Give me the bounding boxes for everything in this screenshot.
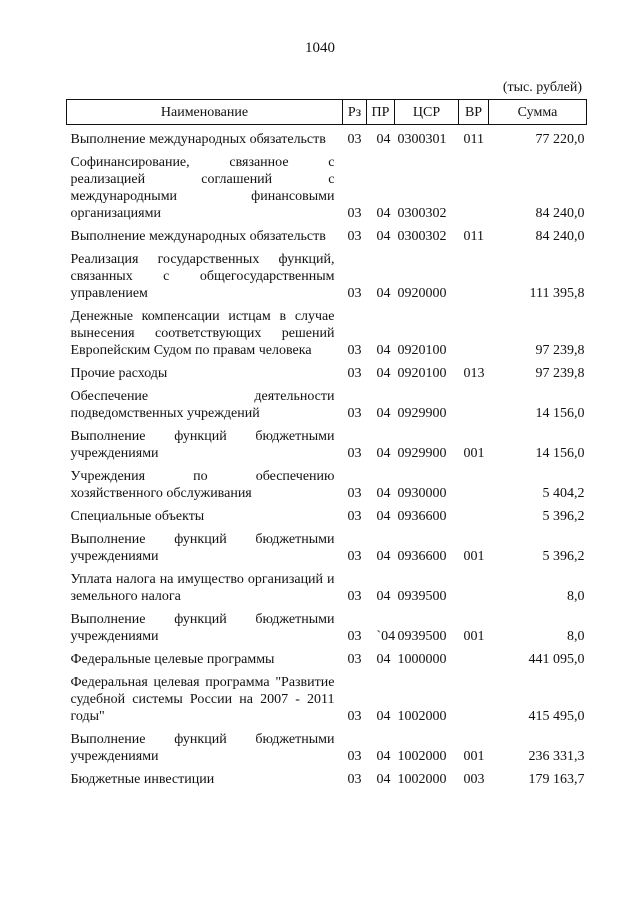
cell-rz: 03 <box>347 589 362 604</box>
cell-rz: 03 <box>347 446 362 461</box>
cell-csr: 0929900 <box>397 446 447 461</box>
cell-vr <box>459 462 489 502</box>
cell-rz: 03 <box>347 132 362 147</box>
cell-name: Выполнение функций бюджетными учреждениями <box>70 612 335 644</box>
cell-sum: 5 396,2 <box>542 509 585 524</box>
header-csr: ЦСР <box>395 100 459 125</box>
cell-vr <box>459 502 489 525</box>
cell-csr: 0939500 <box>397 589 447 604</box>
cell-csr: 1002000 <box>397 772 447 787</box>
cell-csr: 0936600 <box>397 509 447 524</box>
table-row <box>67 765 587 788</box>
cell-vr <box>459 245 489 302</box>
header-pr: ПР <box>367 100 395 125</box>
cell-csr: 1002000 <box>397 709 447 724</box>
cell-sum: 97 239,8 <box>535 343 585 358</box>
table-row <box>67 125 587 149</box>
header-vr: ВР <box>459 100 489 125</box>
cell-name: Выполнение международных обязательств <box>70 132 326 147</box>
cell-name: Выполнение функций бюджетными учреждениями <box>70 532 335 564</box>
cell-sum: 415 495,0 <box>528 709 585 724</box>
cell-pr: 04 <box>376 549 391 564</box>
cell-sum: 97 239,8 <box>535 366 585 381</box>
cell-vr: 013 <box>463 366 485 381</box>
cell-rz: 03 <box>347 406 362 421</box>
cell-name: Бюджетные инвестиции <box>70 772 215 787</box>
cell-sum: 77 220,0 <box>535 132 585 147</box>
cell-pr: 04 <box>376 652 391 667</box>
cell-sum: 111 395,8 <box>529 286 585 301</box>
cell-rz: 03 <box>347 749 362 764</box>
cell-rz: 03 <box>347 366 362 381</box>
cell-csr: 0936600 <box>397 549 447 564</box>
table-row <box>67 222 587 245</box>
cell-pr: 04 <box>376 343 391 358</box>
table-row <box>67 148 587 222</box>
table-row <box>67 605 587 645</box>
cell-pr: 04 <box>376 589 391 604</box>
cell-sum: 5 404,2 <box>542 486 585 501</box>
cell-pr: 04 <box>376 366 391 381</box>
cell-csr: 0300301 <box>397 132 447 147</box>
cell-rz: 03 <box>347 652 362 667</box>
cell-vr <box>459 148 489 222</box>
cell-pr: 04 <box>376 406 391 421</box>
cell-vr: 001 <box>463 749 485 764</box>
cell-sum: 8,0 <box>567 589 585 604</box>
cell-pr: 04 <box>376 286 391 301</box>
table-row <box>67 725 587 765</box>
table-body <box>67 125 587 789</box>
cell-name: Специальные объекты <box>70 509 205 524</box>
table-row <box>67 302 587 359</box>
cell-rz: 03 <box>347 229 362 244</box>
header-sum: Сумма <box>489 100 587 125</box>
cell-pr: 04 <box>376 709 391 724</box>
table-header <box>67 100 587 125</box>
cell-vr <box>459 668 489 725</box>
cell-sum: 14 156,0 <box>535 446 585 461</box>
cell-csr: 0920100 <box>397 343 447 358</box>
cell-sum: 5 396,2 <box>542 549 585 564</box>
table-row <box>67 502 587 525</box>
cell-pr: 04 <box>376 446 391 461</box>
cell-rz: 03 <box>347 509 362 524</box>
cell-pr: 04 <box>376 486 391 501</box>
cell-csr: 0300302 <box>397 206 447 221</box>
table-row <box>67 422 587 462</box>
cell-csr: 0939500 <box>397 629 447 644</box>
cell-vr <box>459 382 489 422</box>
cell-name: Федеральные целевые программы <box>70 652 275 667</box>
cell-rz: 03 <box>347 772 362 787</box>
cell-csr: 0930000 <box>397 486 447 501</box>
cell-name: Учреждения по обеспечению хозяйственного обслуживания <box>70 469 335 501</box>
cell-csr: 0920000 <box>397 286 447 301</box>
cell-pr: 04 <box>376 772 391 787</box>
cell-name: Софинансирование, связанное с реализацией соглашений с международными финансовыми организациями <box>70 155 335 221</box>
cell-name: Выполнение международных обязательств <box>70 229 326 244</box>
cell-name: Реализация государственных функций, связанных с общегосударственным управлением <box>70 252 335 301</box>
cell-vr: 001 <box>463 629 485 644</box>
cell-vr <box>459 302 489 359</box>
cell-sum: 8,0 <box>567 629 585 644</box>
cell-vr <box>459 565 489 605</box>
cell-name: Выполнение функций бюджетными учреждениями <box>70 732 335 764</box>
cell-name: Денежные компенсации истцам в случае вынесения соответствующих решений Европейским Судом по правам человека <box>70 309 335 358</box>
cell-pr: 04 <box>376 206 391 221</box>
cell-name: Федеральная целевая программа "Развитие судебной системы России на 2007 - 2011 годы" <box>70 675 335 724</box>
cell-name: Уплата налога на имущество организаций и земельного налога <box>70 572 335 604</box>
cell-sum: 84 240,0 <box>535 229 585 244</box>
cell-pr: 04 <box>376 509 391 524</box>
header-row <box>67 100 587 125</box>
cell-rz: 03 <box>347 629 362 644</box>
cell-rz: 03 <box>347 343 362 358</box>
table-row <box>67 462 587 502</box>
cell-vr <box>459 645 489 668</box>
cell-csr: 1000000 <box>397 652 447 667</box>
cell-rz: 03 <box>347 486 362 501</box>
cell-vr: 003 <box>463 772 485 787</box>
cell-pr: `04 <box>376 629 396 644</box>
header-name: Наименование <box>67 100 343 125</box>
cell-pr: 04 <box>376 132 391 147</box>
cell-pr: 04 <box>376 229 391 244</box>
cell-name: Обеспечение деятельности подведомственных учреждений <box>70 389 335 421</box>
cell-sum: 441 095,0 <box>528 652 585 667</box>
cell-sum: 14 156,0 <box>535 406 585 421</box>
cell-csr: 0929900 <box>397 406 447 421</box>
table-row <box>67 245 587 302</box>
table-row <box>67 645 587 668</box>
cell-csr: 1002000 <box>397 749 447 764</box>
cell-vr: 001 <box>463 446 485 461</box>
cell-rz: 03 <box>347 286 362 301</box>
cell-sum: 236 331,3 <box>528 749 585 764</box>
table-row <box>67 359 587 382</box>
table-row <box>67 382 587 422</box>
cell-vr: 011 <box>463 132 484 147</box>
cell-rz: 03 <box>347 709 362 724</box>
cell-vr: 001 <box>463 549 485 564</box>
cell-rz: 03 <box>347 549 362 564</box>
cell-vr: 011 <box>463 229 484 244</box>
cell-csr: 0920100 <box>397 366 447 381</box>
cell-pr: 04 <box>376 749 391 764</box>
page-number: 1040 <box>305 40 335 56</box>
cell-sum: 179 163,7 <box>528 772 585 787</box>
cell-name: Выполнение функций бюджетными учреждениями <box>70 429 335 461</box>
units-label: (тыс. рублей) <box>502 80 582 95</box>
table-row <box>67 565 587 605</box>
header-rz: Рз <box>343 100 367 125</box>
cell-sum: 84 240,0 <box>535 206 585 221</box>
table-row <box>67 525 587 565</box>
table-row <box>67 668 587 725</box>
budget-table <box>66 99 587 788</box>
cell-csr: 0300302 <box>397 229 447 244</box>
cell-rz: 03 <box>347 206 362 221</box>
cell-name: Прочие расходы <box>70 366 168 381</box>
